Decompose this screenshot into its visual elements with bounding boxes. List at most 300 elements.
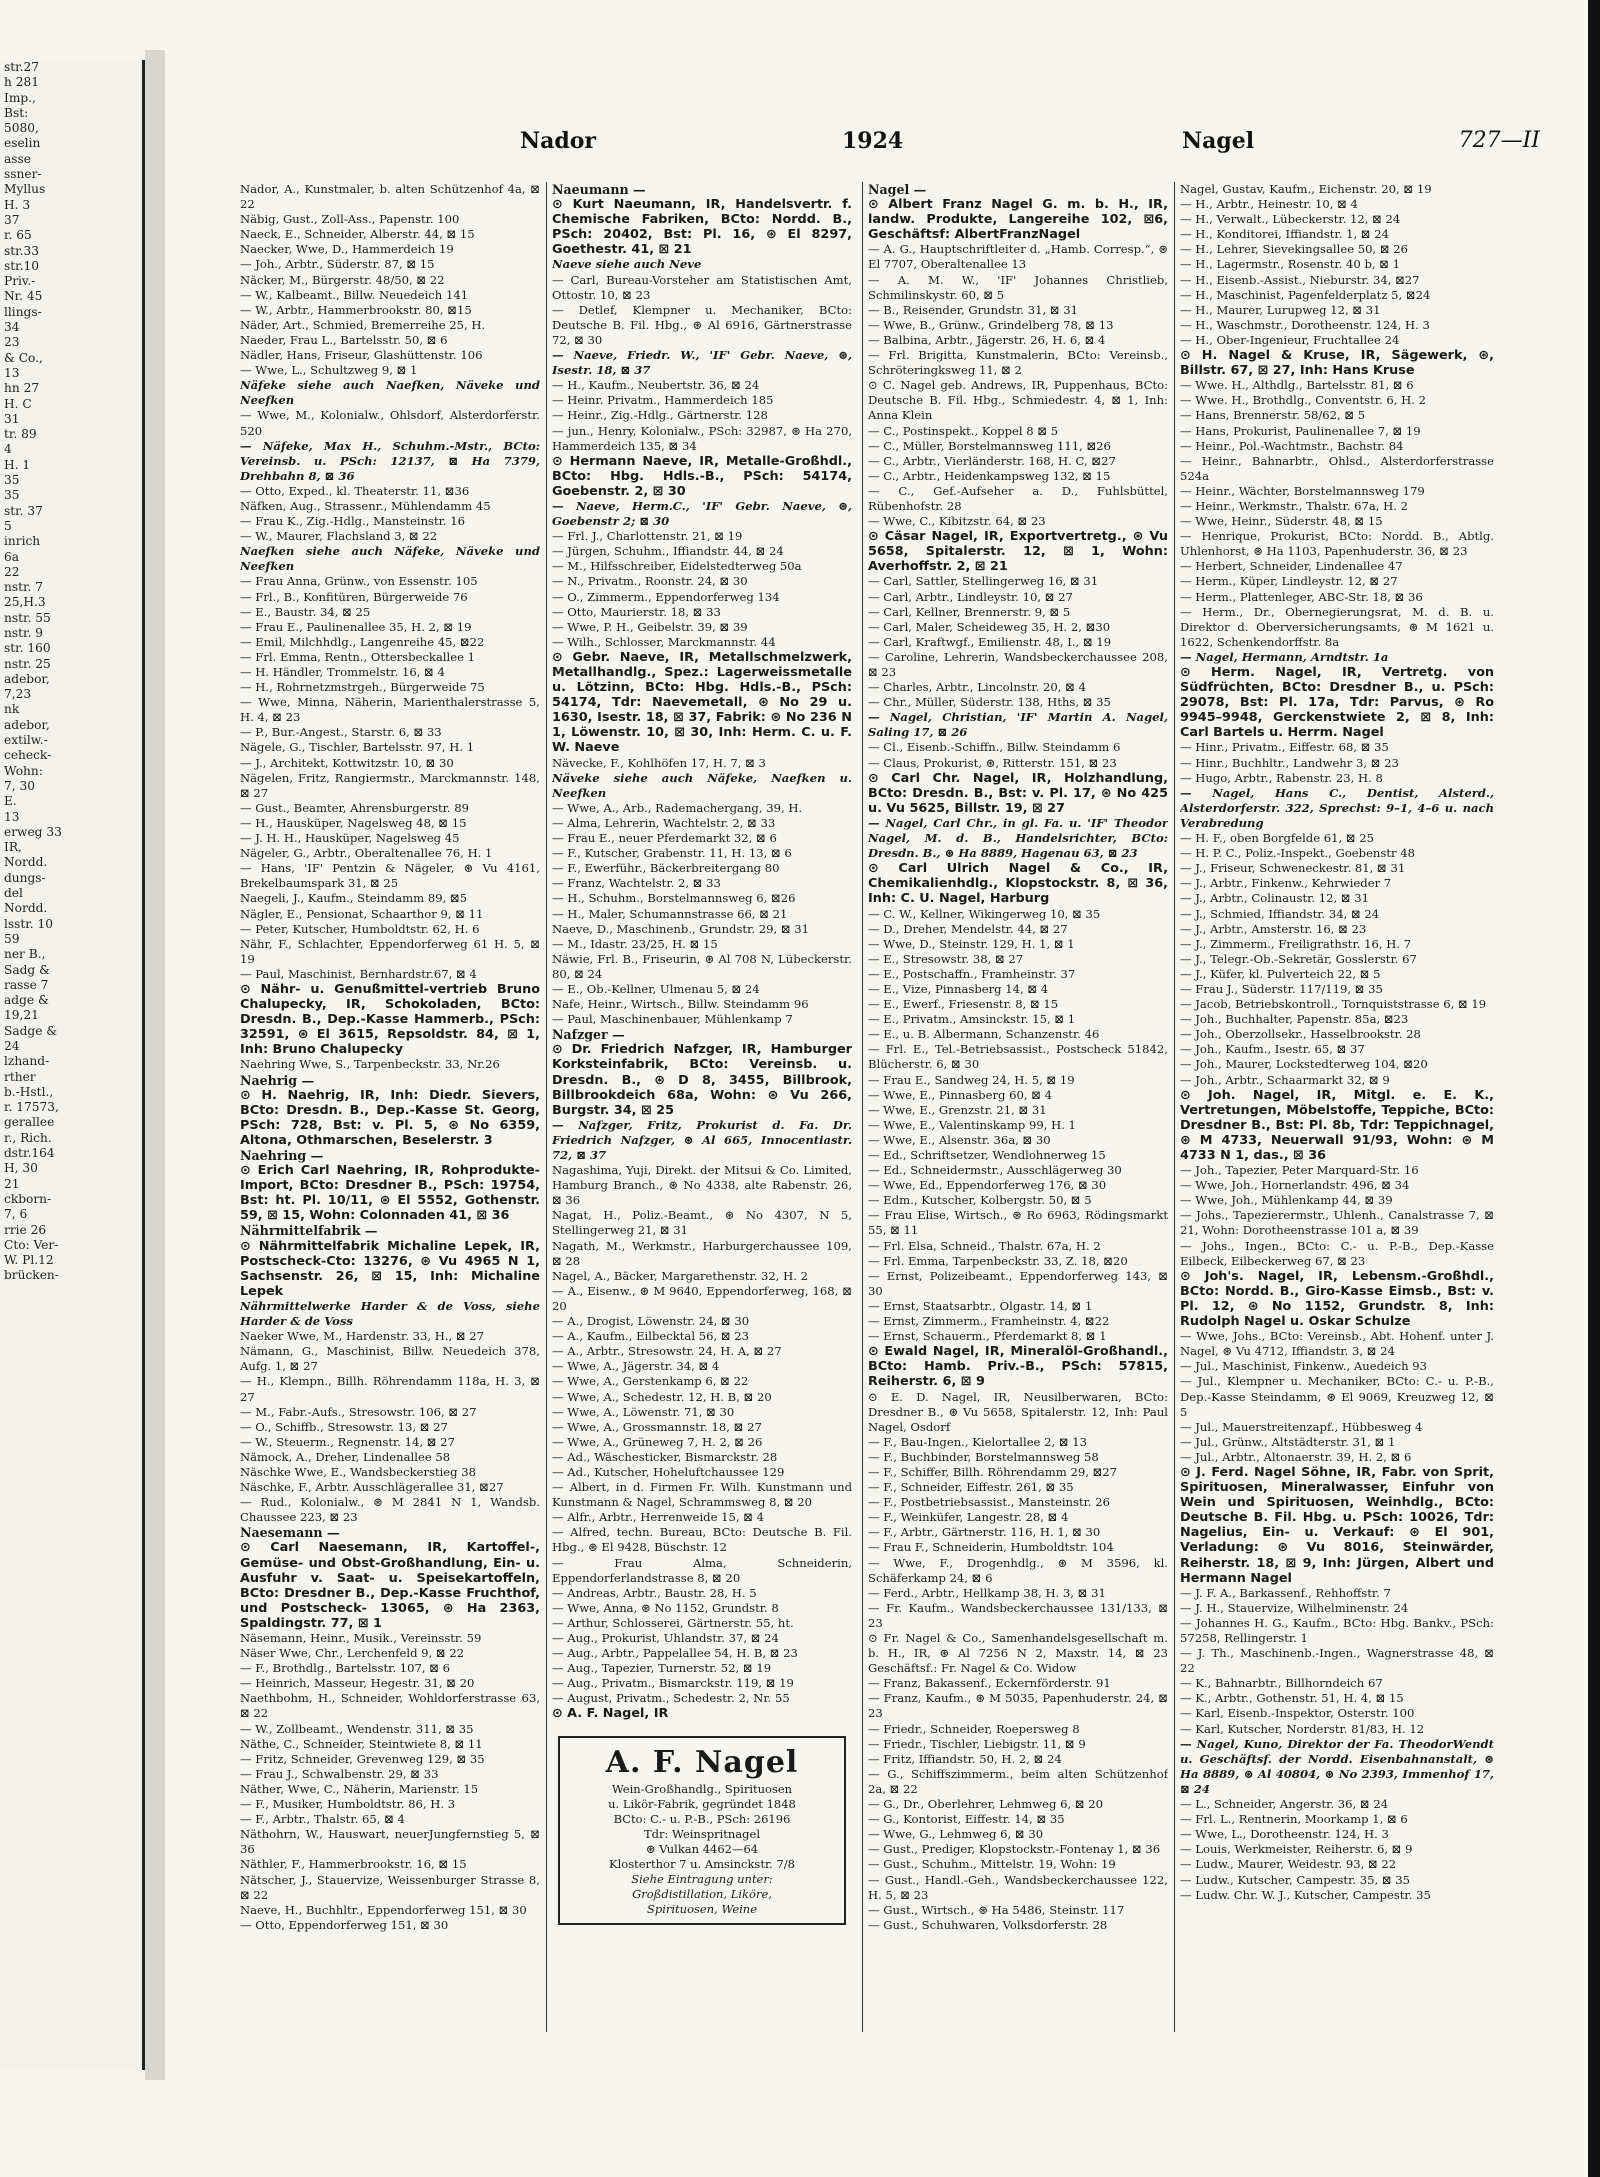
directory-entry: Nagel, Gustav, Kaufm., Eichenstr. 20, ⊠ 19	[1180, 182, 1432, 196]
directory-entry: Näschke Wwe, E., Wandsbeckerstieg 38	[240, 1464, 477, 1479]
directory-entry: Näthohrn, W., Hauswart, neuerJungfernstieg 5, ⊠ 36	[240, 1827, 540, 1857]
directory-entry: — W., Kalbeamt., Billw. Neuedeich 141	[240, 287, 469, 302]
strip-line: W. Pl.12	[4, 1253, 54, 1268]
directory-entry: — M., Hilfsschreiber, Eidelstedterweg 50a	[552, 559, 802, 574]
directory-entry: — Ed., Schriftsetzer, Wendlohnerweg 15	[868, 1148, 1106, 1162]
firm-entry: ⊙ Albert Franz Nagel G. m. b. H., IR, landw. Produkte, Langereihe 102, ⊠6, Geschäftsf: AlbertFranzNagel	[868, 197, 1168, 243]
directory-entry: Naeve, H., Buchhltr., Eppendorferweg 151, ⊠ 30	[240, 1902, 527, 1917]
page-header	[230, 128, 1540, 160]
directory-entry: Näthe, C., Schneider, Steintwiete 8, ⊠ 11	[240, 1736, 483, 1751]
directory-entry: Naegeli, J., Kaufm., Steindamm 89, ⊠5	[240, 891, 468, 906]
directory-entry: — J., Arbtr., Amsterstr. 16, ⊠ 23	[1180, 921, 1367, 936]
directory-entry: — J., Friseur, Schweneckestr. 81, ⊠ 31	[1180, 861, 1406, 876]
directory-entry: — J., Zimmerm., Freiligrathstr. 16, H. 7	[1180, 936, 1412, 951]
directory-entry: — F., Weinküfer, Langestr. 28, ⊠ 4	[868, 1510, 1069, 1525]
directory-entry: Nägelen, Fritz, Rangiermstr., Marckmannstr. 148, ⊠ 27	[240, 770, 540, 800]
strip-line: rther	[4, 1069, 36, 1084]
directory-entry: — Carl, Maler, Scheideweg 35, H. 2, ⊠30	[868, 619, 1111, 634]
directory-entry: — Wwe, A., Grüneweg 7, H. 2, ⊠ 26	[552, 1434, 763, 1449]
directory-entry: Nagat, H., Poliz.-Beamt., ⊛ No 4307, N 5, Stellingerweg 21, ⊠ 31	[552, 1208, 852, 1238]
directory-entry: — Karl, Eisenb.-Inspektor, Osterstr. 100	[1180, 1706, 1415, 1721]
directory-entry: — A., Eisenw., ⊛ M 9640, Eppendorferweg, 168, ⊠ 20	[552, 1283, 852, 1313]
directory-entry: — Nagel, Hans C., Dentist, Alsterd., Alsterdorferstr. 322, Sprechst: 9–1, 4–6 u. nach Verabredung	[1180, 785, 1494, 830]
directory-entry: — Hugo, Arbtr., Rabenstr. 23, H. 8	[1180, 770, 1383, 785]
directory-entry: — N., Privatm., Roonstr. 24, ⊠ 30	[552, 574, 748, 589]
ad-line: Spirituosen, Weine	[646, 1901, 758, 1916]
page-number: 727—II	[1458, 128, 1540, 153]
directory-entry: Naehring Wwe, S., Tarpenbeckstr. 33, Nr.26	[240, 1057, 500, 1072]
directory-entry: — K., Arbtr., Gothenstr. 51, H. 4, ⊠ 15	[1180, 1691, 1404, 1706]
strip-line: Bst:	[4, 105, 29, 120]
directory-entry: — F., Kutscher, Grabenstr. 11, H. 13, ⊠ 6	[552, 846, 792, 861]
directory-entry: — Carl, Sattler, Stellingerweg 16, ⊠ 31	[868, 574, 1099, 589]
directory-entry: — M., Fabr.-Aufs., Stresowstr. 106, ⊠ 27	[240, 1404, 477, 1419]
directory-entry: — H., Waschmstr., Dorotheenstr. 124, H. 3	[1180, 317, 1430, 332]
directory-entry: Naefken siehe auch Näfeke, Näveke und Neefken	[240, 544, 540, 574]
directory-entry: — E., Ewerf., Friesenstr. 8, ⊠ 15	[868, 997, 1059, 1012]
directory-entry: — J. F. A., Barkassenf., Rehhoffstr. 7	[1180, 1585, 1391, 1600]
firm-entry: ⊙ Joh's. Nagel, IR, Lebensm.-Großhdl., BCto: Nordd. B., Giro-Kasse Eimsb., Bst: v. Pl. 12, ⊛ No 1152, Grundstr. 8, Inh: Rudolph Nagel u. Oskar Schulze	[1180, 1268, 1494, 1330]
strip-line: 21	[4, 1176, 20, 1191]
strip-line: Sadg &	[4, 962, 50, 977]
directory-entry: — Henrique, Prokurist, BCto: Nordd. B., Abtlg. Uhlenhorst, ⊛ Ha 1103, Papenhuderstr. 36, ⊠ 23	[1180, 529, 1494, 559]
directory-entry: — Wwe, A., Gerstenkamp 6, ⊠ 22	[552, 1374, 749, 1389]
directory-entry: — Ludw. Chr. W. J., Kutscher, Campestr. 35	[1180, 1887, 1431, 1902]
directory-entry: — Frl. J., Charlottenstr. 21, ⊠ 19	[552, 529, 743, 544]
strip-line: Priv.-	[4, 274, 36, 289]
directory-entry: — Wwe, E., Grenzstr. 21, ⊠ 31	[868, 1102, 1047, 1117]
firm-entry: ⊙ H. Naehrig, IR, Inh: Diedr. Sievers, BCto: Dresdn. B., Dep.-Kasse St. Georg, PSch: 728, Bst: v. Pl. 5, ⊛ No 6359, Altona, Othmarschen, Beselerstr. 3	[240, 1087, 540, 1148]
directory-entry: Nährmittelwerke Harder & de Voss, siehe Harder & de Voss	[240, 1298, 540, 1329]
column-divider	[1174, 182, 1175, 2032]
strip-line: 37	[4, 212, 20, 227]
firm-entry: ⊙ Carl Naesemann, IR, Kartoffel-, Gemüse- und Obst-Großhandlung, Ein- u. Ausfuhr v. Saat- u. Speisekartoffeln, BCto: Dresdner B., Dep.-Kasse Fruchthof, und Postscheck- 13065, ⊛ Ha 2363, Spaldingstr. 77, ⊠ 1	[240, 1540, 540, 1631]
directory-entry: — Frau Anna, Grünw., von Essenstr. 105	[240, 574, 478, 589]
directory-entry: — Frau Alma, Schneiderin, Eppendorferlandstrasse 8, ⊠ 20	[552, 1555, 852, 1585]
strip-line: str. 37	[4, 503, 43, 518]
directory-entry: — J., Telegr.-Ob.-Sekretär, Gosslerstr. 67	[1180, 951, 1417, 966]
directory-entry: — E., Stresowstr. 38, ⊠ 27	[868, 951, 1024, 966]
directory-entry: — Fritz, Iffiandstr. 50, H. 2, ⊠ 24	[868, 1751, 1062, 1766]
directory-entry: — F., Schneider, Eiffestr. 261, ⊠ 35	[868, 1480, 1074, 1495]
directory-entry: — E., u. B. Albermann, Schanzenstr. 46	[868, 1027, 1100, 1042]
directory-entry: — Carl, Bureau-Vorsteher am Statistischen Amt, Ottostr. 10, ⊠ 23	[552, 272, 852, 302]
directory-entry: — jun., Henry, Kolonialw., PSch: 32987, ⊛ Ha 270, Hammerdeich 135, ⊠ 34	[552, 423, 852, 453]
directory-entry: — Ernst, Schauerm., Pferdemarkt 8, ⊠ 1	[868, 1329, 1107, 1344]
directory-entry: — Herbert, Schneider, Lindenallee 47	[1180, 559, 1403, 574]
strip-line: nstr. 55	[4, 610, 51, 625]
directory-entry: — Louis, Werkmeister, Reiherstr. 6, ⊠ 9	[1180, 1842, 1413, 1857]
directory-entry: — H., Verwalt., Lübeckerstr. 12, ⊠ 24	[1180, 212, 1401, 227]
directory-entry: — Jul., Klempner u. Mechaniker, BCto: C.- u. P.-B., Dep.-Kasse Steindamm, ⊛ El 9069, Kreuzweg 12, ⊠ 5	[1180, 1374, 1494, 1419]
strip-line: Myllus	[4, 182, 46, 197]
firm-entry: ⊙ Ewald Nagel, IR, Mineralöl-Großhandl., BCto: Hamb. Priv.-B., PSch: 57815, Reiherstr. 6, ⊠ 9	[868, 1344, 1168, 1390]
header-right-keyword: Nagel	[1182, 128, 1255, 154]
directory-entry: Näder, Art., Schmied, Bremerreihe 25, H.	[240, 317, 486, 332]
directory-entry: — J., Küfer, kl. Pulverteich 22, ⊠ 5	[1180, 966, 1381, 981]
directory-entry: — H. P. C., Poliz.-Inspekt., Goebenstr 48	[1180, 846, 1415, 861]
firm-entry: ⊙ J. Ferd. Nagel Söhne, IR, Fabr. von Sprit, Spirituosen, Mineralwasser, Einfuhr von Wein und Spirituosen, Weinhdlg., BCto: Deutsche B. Fil. Hbg. u. PSch: 10026, Tdr: Nagelius, Ein- u. Verkauf: ⊛ El 901, Verladung: ⊛ Vu 8016, Steinwärder, Reiherstr. 18, ⊠ 9, Inh: Jürgen, Albert und Hermann Nagel	[1180, 1464, 1494, 1586]
directory-entry: — E., Postschaffn., Framheinstr. 37	[868, 966, 1076, 981]
directory-entry: Naeck, E., Schneider, Alberstr. 44, ⊠ 15	[240, 227, 475, 242]
strip-line: adge &	[4, 993, 49, 1008]
ad-line: Tdr: Weinspritnagel	[644, 1826, 760, 1841]
directory-entry: Naeker Wwe, M., Hardenstr. 33, H., ⊠ 27	[240, 1329, 485, 1344]
strip-line: hn 27	[4, 381, 40, 396]
directory-entry: — Wwe, A., Jägerstr. 34, ⊠ 4	[552, 1359, 720, 1374]
ad-title: A. F. Nagel	[605, 1744, 799, 1780]
strip-line: 25,H.3	[4, 595, 46, 610]
directory-entry: — Cl., Eisenb.-Schiffn., Billw. Steindamm 6	[868, 740, 1121, 755]
directory-entry: — H. Händler, Trommelstr. 16, ⊠ 4	[240, 665, 445, 679]
directory-entry: — Albert, in d. Firmen Fr. Wilh. Kunstmann und Kunstmann & Nagel, Schrammsweg 8, ⊠ 20	[552, 1480, 852, 1510]
directory-entry: — E., Vize, Pinnasberg 14, ⊠ 4	[868, 981, 1049, 996]
book-gutter	[145, 50, 165, 2080]
firm-entry: ⊙ Herm. Nagel, IR, Vertretg. von Südfrüchten, BCto: Dresdner B., u. PSch: 29078, Bst: Pl. 17a, Tdr: Parvus, ⊛ Ro 9945–9948, Gerckenstwiete 2, ⊠ 8, Inh: Carl Bartels u. Herrm. Nagel	[1180, 665, 1494, 741]
directory-entry: — Hans, Prokurist, Paulinenallee 7, ⊠ 19	[1180, 423, 1421, 438]
directory-entry: — Fr. Kaufm., Wandsbeckerchaussee 131/133, ⊠ 23	[868, 1600, 1168, 1630]
directory-entry: — Gust., Schuhwaren, Volksdorferstr. 28	[868, 1917, 1108, 1932]
previous-page-strip	[0, 60, 145, 2070]
directory-entry: — D., Dreher, Mendelstr. 44, ⊠ 27	[868, 921, 1068, 936]
directory-entry: — Wwe, Johs., BCto: Vereinsb., Abt. Hohenf. unter J. Nagel, ⊛ Vu 4712, Iffiandstr. 3, ⊠ 24	[1180, 1329, 1494, 1359]
strip-line: brücken-	[4, 1268, 59, 1283]
directory-entry: — Joh., Maurer, Lockstedterweg 104, ⊠20	[1180, 1057, 1428, 1072]
section-heading: Nafzger —	[552, 1027, 625, 1043]
directory-entry: — Carl, Kellner, Brennerstr. 9, ⊠ 5	[868, 604, 1071, 619]
directory-entry: — Ernst, Polizeibeamt., Eppendorferweg 143, ⊠ 30	[868, 1268, 1168, 1298]
directory-entry: — H., Maschinist, Pagenfelderplatz 5, ⊠24	[1180, 287, 1431, 302]
strip-line: asse	[4, 151, 31, 166]
directory-entry: ⊙ Fr. Nagel & Co., Samenhandelsgesellschaft m. b. H., IR, ⊛ Al 7256 N 2, Maxstr. 14, ⊠ 23 Geschäftsf.: Fr. Nagel & Co. Widow	[868, 1631, 1168, 1676]
directory-entry: — Heinr., Wächter, Borstelmannsweg 179	[1180, 483, 1425, 498]
directory-entry: — F., Schiffer, Billh. Röhrendamm 29, ⊠27	[868, 1464, 1118, 1479]
directory-entry: — A. M. W., 'IF' Johannes Christlieb, Schmilinskystr. 60, ⊠ 5	[868, 272, 1168, 302]
directory-entry: — Peter, Kutscher, Humboldtstr. 62, H. 6	[240, 921, 480, 936]
strip-line: del	[4, 886, 23, 901]
strip-line: lzhand-	[4, 1054, 50, 1069]
strip-line: gerallee	[4, 1115, 55, 1130]
directory-entry: — Wwe, D., Steinstr. 129, H. 1, ⊠ 1	[868, 936, 1075, 951]
header-year: 1924	[842, 128, 904, 154]
directory-entry: — Jul., Grünw., Altstädterstr. 31, ⊠ 1	[1180, 1434, 1396, 1449]
directory-entry: — L., Schneider, Angerstr. 36, ⊠ 24	[1180, 1797, 1389, 1812]
directory-entry: — Gust., Prediger, Klopstockstr.-Fontenay 1, ⊠ 36	[868, 1842, 1161, 1857]
directory-entry: — Nafzger, Fritz, Prokurist d. Fa. Dr. Friedrich Nafzger, ⊛ Al 665, Innocentiastr. 72, ⊠ 37	[552, 1117, 852, 1162]
firm-entry: ⊙ Nähr- u. Genußmittel-vertrieb Bruno Chalupecky, IR, Schokoladen, BCto: Dresdn. B., Dep.-Kasse Hammerb., PSch: 32591, ⊛ El 3615, Repsoldstr. 84, ⊠ 1, Inh: Bruno Chalupecky	[240, 981, 540, 1058]
strip-line: Imp.,	[4, 90, 36, 105]
directory-entry: — Frau J., Süderstr. 117/119, ⊠ 35	[1180, 981, 1383, 996]
directory-entry: — W., Zollbeamt., Wendenstr. 311, ⊠ 35	[240, 1721, 474, 1736]
directory-entry: — Aug., Prokurist, Uhlandstr. 37, ⊠ 24	[552, 1631, 779, 1645]
section-heading: Naehring —	[240, 1148, 324, 1163]
directory-entry: — Frl. Brigitta, Kunstmalerin, BCto: Vereinsb., Schröteringksweg 11, ⊠ 2	[868, 348, 1168, 378]
directory-entry: — Frau E., neuer Pferdemarkt 32, ⊠ 6	[552, 831, 777, 846]
directory-entry: — H. F., oben Borgfelde 61, ⊠ 25	[1180, 831, 1375, 846]
directory-entry: — Wwe, M., Kolonialw., Ohlsdorf, Alsterdorferstr. 520	[240, 408, 540, 438]
ad-line: Großdistillation, Liköre,	[632, 1886, 772, 1901]
strip-line: rasse 7	[4, 977, 49, 992]
strip-line: str.10	[4, 258, 40, 273]
directory-entry: — Wwe, Heinr., Süderstr. 48, ⊠ 15	[1180, 514, 1383, 529]
firm-entry: ⊙ Erich Carl Naehring, IR, Rohprodukte-Import, BCto: Dresdner B., PSch: 19754, Bst: ht. Pl. 10/11, ⊛ El 5552, Gothenstr. 59, ⊠ 15, Wohn: Colonnaden 41, ⊠ 36	[240, 1163, 540, 1224]
directory-entry: — Nagel, Carl Chr., in gl. Fa. u. 'IF' Theodor Nagel, M. d. B., Handelsrichter, BCto: Dresdn. B., ⊛ Ha 8889, Hagenau 63, ⊠ 23	[868, 815, 1168, 861]
firm-entry: ⊙ Carl Ulrich Nagel & Co., IR, Chemikalienhdlg., Klopstockstr. 8, ⊠ 36, Inh: C. U. Nagel, Harburg	[868, 861, 1168, 907]
strip-line: 4	[4, 442, 12, 457]
directory-entry: — Johs., Ingen., BCto: C.- u. P.-B., Dep.-Kasse Eilbeck, Eilbeckerweg 67, ⊠ 23	[1180, 1238, 1494, 1268]
directory-entry: — F., Arbtr., Gärtnerstr. 116, H. 1, ⊠ 30	[868, 1525, 1101, 1540]
directory-entry: — C., Gef.-Aufseher a. D., Fuhlsbüttel, Rübenhofstr. 28	[868, 483, 1168, 513]
directory-column-1	[240, 182, 540, 2032]
directory-entry: — H., Eisenb.-Assist., Nieburstr. 34, ⊠27	[1180, 272, 1420, 287]
directory-entry: — Chr., Müller, Süderstr. 138, Hths, ⊠ 35	[868, 695, 1111, 710]
directory-entry: — Paul, Maschinist, Bernhardstr.67, ⊠ 4	[240, 966, 477, 981]
directory-entry: — Joh., Arbtr., Süderstr. 87, ⊠ 15	[240, 257, 435, 272]
ad-line: ⊛ Vulkan 4462—64	[645, 1841, 759, 1856]
strip-line: tr. 89	[4, 427, 37, 442]
directory-entry: Näveke siehe auch Näfeke, Naefken u. Neefken	[552, 770, 852, 800]
directory-entry: — Wwe, L., Schultzweg 9, ⊠ 1	[240, 363, 418, 378]
strip-line: & Co.,	[4, 350, 43, 365]
section-heading: Naeumann —	[552, 182, 646, 197]
directory-entry: — Rud., Kolonialw., ⊛ M 2841 N 1, Wandsb. Chaussee 223, ⊠ 23	[240, 1495, 540, 1525]
strip-line: 23	[4, 335, 20, 350]
firm-entry: ⊙ Gebr. Naeve, IR, Metallschmelzwerk, Metallhandlg., Spez.: Lagerweissmetalle u. Lötzinn, BCto: Hbg. Hdls.-B., PSch: 54174, Tdr: Naevemetall, ⊛ No 29 u. 1630, Isestr. 18, ⊠ 37, Fabrik: ⊛ No 236 N 1, Löwenstr. 10, ⊠ 30, Inh: Herm. C. u. F. W. Naeve	[552, 649, 852, 756]
directory-entry: — Ludw., Kutscher, Campestr. 35, ⊠ 35	[1180, 1872, 1410, 1887]
directory-entry: — Frau K., Zig.-Hdlg., Mansteinstr. 16	[240, 514, 466, 529]
strip-line: H. C	[4, 396, 32, 411]
directory-entry: — Heinr. Privatm., Hammerdeich 185	[552, 393, 774, 408]
directory-entry: — G., Dr., Oberlehrer, Lehmweg 6, ⊠ 20	[868, 1797, 1104, 1812]
directory-entry: — G., Kontorist, Eiffestr. 14, ⊠ 35	[868, 1812, 1065, 1827]
directory-entry: — H., Ober-Ingenieur, Fruchtallee 24	[1180, 332, 1400, 347]
ad-line: Klosterthor 7 u. Amsinckstr. 7/8	[609, 1856, 795, 1871]
section-heading: Naesemann —	[240, 1525, 340, 1541]
directory-entry: — B., Reisender, Grundstr. 31, ⊠ 31	[868, 302, 1079, 317]
directory-entry: Nafe, Heinr., Wirtsch., Billw. Steindamm 96	[552, 997, 809, 1012]
strip-line: 34	[4, 320, 20, 335]
directory-entry: — Heinr., Zig.-Hdlg., Gärtnerstr. 128	[552, 408, 768, 423]
strip-line: 7, 30	[4, 778, 36, 793]
directory-entry: — H., Maler, Schumannstrasse 66, ⊠ 21	[552, 906, 788, 921]
directory-entry: — Frau E., Sandweg 24, H. 5, ⊠ 19	[868, 1072, 1075, 1087]
directory-entry: — Aug., Tapezier, Turnerstr. 52, ⊠ 19	[552, 1661, 772, 1676]
directory-entry: — J. H., Stauervize, Wilhelminenstr. 24	[1180, 1600, 1409, 1615]
directory-entry: — Hans, 'IF' Pentzin & Nägeler, ⊛ Vu 4161, Brekelbaumspark 31, ⊠ 25	[240, 861, 540, 891]
directory-entry: Näsemann, Heinr., Musik., Vereinsstr. 59	[240, 1631, 482, 1645]
directory-entry: — Frau F., Schneiderin, Humboldtstr. 104	[868, 1540, 1114, 1555]
directory-entry: — Joh., Oberzollsekr., Hasselbrookstr. 28	[1180, 1027, 1421, 1042]
directory-entry: — August, Privatm., Schedestr. 2, Nr. 55	[552, 1691, 790, 1706]
directory-entry: — Jacob, Betriebskontroll., Tornquiststrasse 6, ⊠ 19	[1180, 997, 1487, 1012]
strip-line: 24	[4, 1039, 20, 1053]
directory-entry: — Alfred, techn. Bureau, BCto: Deutsche B. Fil. Hbg., ⊛ El 9428, Büschstr. 12	[552, 1525, 852, 1555]
column-entries	[552, 182, 852, 1722]
strip-line: str.33	[4, 243, 40, 258]
directory-entry: Nägeler, G., Arbtr., Oberaltenallee 76, H. 1	[240, 846, 493, 861]
directory-entry: — C., Arbtr., Heidenkampsweg 132, ⊠ 15	[868, 468, 1111, 483]
firm-entry: ⊙ A. F. Nagel, IR	[552, 1706, 669, 1722]
directory-entry: — Wwe, A., Arb., Rademachergang, 39, H.	[552, 800, 803, 815]
directory-entry: — Joh., Kaufm., Isestr. 65, ⊠ 37	[1180, 1042, 1365, 1057]
directory-entry: — E., Baustr. 34, ⊠ 25	[240, 604, 371, 619]
directory-entry: — Ferd., Arbtr., Hellkamp 38, H. 3, ⊠ 31	[868, 1585, 1106, 1600]
directory-entry: — F., Postbetriebsassist., Mansteinstr. 26	[868, 1495, 1110, 1510]
directory-entry: — F., Buchbinder, Borstelmannsweg 58	[868, 1449, 1099, 1464]
strip-line: r., Rich.	[4, 1130, 52, 1145]
directory-entry: — M., Idastr. 23/25, H. ⊠ 15	[552, 936, 718, 951]
directory-entry: — E., Ob.-Kellner, Ulmenau 5, ⊠ 24	[552, 981, 760, 996]
directory-entry: — Wwe, Anna, ⊛ No 1152, Grundstr. 8	[552, 1600, 779, 1615]
directory-entry: — E., Privatm., Amsinckstr. 15, ⊠ 1	[868, 1012, 1076, 1027]
directory-entry: — H., Kaufm., Neubertstr. 36, ⊠ 24	[552, 378, 760, 393]
directory-entry: — Balbina, Arbtr., Jägerstr. 26, H. 6, ⊠ 4	[868, 332, 1106, 347]
firm-entry: ⊙ Hermann Naeve, IR, Metalle-Großhdl., BCto: Hbg. Hdls.-B., PSch: 54174, Goebenstr. 2, ⊠ 30	[552, 453, 852, 499]
directory-entry: — Edm., Kutscher, Kolbergstr. 50, ⊠ 5	[868, 1193, 1092, 1208]
strip-line: dungs-	[4, 870, 46, 885]
directory-entry: — H., Rohrnetzmstrgeh., Bürgerweide 75	[240, 680, 485, 695]
directory-entry: — Wwe, Joh., Hornerlandstr. 496, ⊠ 34	[1180, 1178, 1410, 1193]
directory-entry: — Wwe. H., Althdlg., Bartelsstr. 81, ⊠ 6	[1180, 378, 1414, 393]
directory-entry: — Herm., Plattenleger, ABC-Str. 18, ⊠ 36	[1180, 589, 1423, 604]
directory-entry: Naeder, Frau L., Bartelsstr. 50, ⊠ 6	[240, 332, 448, 347]
directory-entry: — H., Lehrer, Sievekingsallee 50, ⊠ 26	[1180, 242, 1409, 257]
directory-entry: — Nagel, Kuno, Direktor der Fa. TheodorWendt u. Geschäftsf. der Nordd. Eisenbahnanstalt, ⊛ Ha 8889, ⊛ Al 40804, ⊛ No 2393, Immenhof 17, ⊠ 24	[1180, 1736, 1494, 1796]
directory-entry: — F., Brothdlg., Bartelsstr. 107, ⊠ 6	[240, 1661, 451, 1676]
directory-entry: — Otto, Eppendorferweg 151, ⊠ 30	[240, 1917, 449, 1932]
directory-entry: — Otto, Maurierstr. 18, ⊠ 33	[552, 604, 721, 619]
directory-entry: — Hinr., Buchhltr., Landwehr 3, ⊠ 23	[1180, 755, 1399, 770]
directory-entry: — Ludw., Maurer, Weidestr. 93, ⊠ 22	[1180, 1857, 1397, 1872]
directory-entry: Näbig, Gust., Zoll-Ass., Papenstr. 100	[240, 212, 460, 227]
directory-entry: — Jul., Maschinist, Finkenw., Auedeich 93	[1180, 1359, 1427, 1374]
directory-entry: — Wilh., Schlosser, Marckmannstr. 44	[552, 634, 776, 649]
directory-entry: — Frl. Emma, Tarpenbeckstr. 33, Z. 18, ⊠20	[868, 1253, 1128, 1268]
directory-entry: — J. H. H., Hausküper, Nagelsweg 45	[240, 831, 460, 846]
directory-entry: — Joh., Buchhalter, Papenstr. 85a, ⊠23	[1180, 1012, 1409, 1027]
directory-entry: — Gust., Handl.-Geh., Wandsbeckerchaussee 122, H. 5, ⊠ 23	[868, 1872, 1168, 1902]
directory-entry: — A., Kaufm., Eilbecktal 56, ⊠ 23	[552, 1329, 750, 1344]
directory-entry: — C., Postinspekt., Koppel 8 ⊠ 5	[868, 423, 1059, 438]
directory-entry: — Nagel, Christian, 'IF' Martin A. Nagel, Saling 17, ⊠ 26	[868, 710, 1168, 740]
directory-entry: — Johs., Tapezierermstr., Uhlenh., Canalstrasse 7, ⊠ 21, Wohn: Dorotheenstrasse 101 a, ⊠ 39	[1180, 1208, 1494, 1238]
directory-entry: — Ad., Kutscher, Hoheluftchaussee 129	[552, 1464, 785, 1479]
directory-entry: — Carl, Arbtr., Lindleystr. 10, ⊠ 27	[868, 589, 1073, 604]
directory-entry: Nämann, G., Maschinist, Billw. Neuedeich 378, Aufg. 1, ⊠ 27	[240, 1344, 540, 1374]
directory-entry: — H., Hausküper, Nagelsweg 48, ⊠ 15	[240, 815, 467, 830]
directory-entry: — Aug., Arbtr., Pappelallee 54, H. B, ⊠ 23	[552, 1646, 798, 1661]
strip-line: Cto: Ver-	[4, 1237, 59, 1252]
strip-line: 6a	[4, 549, 20, 564]
directory-entry: — Frl., B., Konfitüren, Bürgerweide 76	[240, 589, 468, 604]
strip-line: str. 160	[4, 641, 51, 656]
directory-entry: — Gust., Beamter, Ahrensburgerstr. 89	[240, 800, 470, 815]
directory-entry: — W., Arbtr., Hammerbrookstr. 80, ⊠15	[240, 302, 472, 317]
directory-column-4	[1180, 182, 1494, 2032]
directory-entry: — Herm., Küper, Lindleystr. 12, ⊠ 27	[1180, 574, 1398, 589]
strip-line: extilw.-	[4, 733, 48, 748]
section-heading: Nährmittelfabrik —	[240, 1223, 378, 1239]
directory-entry: Nador, A., Kunstmaler, b. alten Schützenhof 4a, ⊠ 22	[240, 182, 540, 212]
directory-entry: ⊙ E. D. Nagel, IR, Neusilberwaren, BCto: Dresdner B., ⊛ Vu 5658, Spitalerstr. 12, Inh: Paul Nagel, Osdorf	[868, 1389, 1168, 1434]
directory-entry: Nagel, A., Bäcker, Margarethenstr. 32, H. 2	[552, 1268, 809, 1283]
directory-entry: Naethbohm, H., Schneider, Wohldorferstrasse 63, ⊠ 22	[240, 1691, 540, 1721]
strip-line: eselin	[4, 136, 41, 151]
directory-entry: — Frl. E., Tel.-Betriebsassist., Postscheck 51842, Blücherstr. 6, ⊠ 30	[868, 1042, 1168, 1072]
directory-entry: — Hans, Brennerstr. 58/62, ⊠ 5	[1180, 408, 1366, 423]
directory-entry: Nähr, F., Schlachter, Eppendorferweg 61 H. 5, ⊠ 19	[240, 936, 540, 966]
ad-line: Siehe Eintragung unter:	[631, 1871, 773, 1886]
directory-entry: Naeve, D., Maschinenb., Grundstr. 29, ⊠ 31	[552, 921, 809, 936]
strip-line: nstr. 9	[4, 625, 43, 640]
directory-entry: — Wwe, Ed., Eppendorferweg 176, ⊠ 30	[868, 1178, 1107, 1193]
directory-entry: — Arthur, Schlosserei, Gärtnerstr. 55, ht.	[552, 1615, 794, 1630]
directory-entry: — Friedr., Tischler, Liebigstr. 11, ⊠ 9	[868, 1736, 1086, 1751]
directory-entry: — Andreas, Arbtr., Baustr. 28, H. 5	[552, 1585, 757, 1600]
strip-line: erweg 33	[4, 824, 62, 839]
strip-line: 7,23	[4, 687, 32, 702]
directory-entry: — Otto, Exped., kl. Theaterstr. 11, ⊠36	[240, 483, 470, 498]
directory-entry: — Naeve, Herm.C., 'IF' Gebr. Naeve, ⊛, Goebenstr 2; ⊠ 30	[552, 498, 852, 529]
strip-line: 59	[4, 931, 20, 946]
strip-line: inrich	[4, 534, 41, 549]
strip-line: 31	[4, 411, 20, 426]
directory-entry: — Gust., Wirtsch., ⊛ Ha 5486, Steinstr. 117	[868, 1902, 1125, 1917]
directory-entry: — A., Drogist, Löwenstr. 24, ⊠ 30	[552, 1314, 750, 1329]
directory-entry: — Paul, Maschinenbauer, Mühlenkamp 7	[552, 1012, 793, 1027]
directory-entry: — Aug., Privatm., Bismarckstr. 119, ⊠ 19	[552, 1676, 794, 1691]
directory-entry: — A. G., Hauptschriftleiter d. „Hamb. Corresp.“, ⊛ El 7707, Oberaltenallee 13	[868, 242, 1168, 272]
strip-line: Sadge &	[4, 1023, 58, 1038]
strip-line: nstr. 25	[4, 656, 51, 671]
directory-entry: Näwie, Frl. B., Friseurin, ⊛ Al 708 N, Lübeckerstr. 80, ⊠ 24	[552, 951, 852, 981]
directory-entry: Näthler, F., Hammerbrookstr. 16, ⊠ 15	[240, 1857, 467, 1872]
strip-line: lsstr. 10	[4, 916, 54, 931]
directory-entry: Näschke, F., Arbtr. Ausschlägerallee 31, ⊠27	[240, 1480, 504, 1495]
strip-line: Nordd.	[4, 901, 48, 916]
strip-line: H, 30	[4, 1161, 38, 1176]
directory-entry: — Wwe, E., Alsenstr. 36a, ⊠ 30	[868, 1132, 1051, 1147]
advertisement-box	[558, 1736, 846, 1925]
directory-entry: — C., Müller, Borstelmannsweg 111, ⊠26	[868, 438, 1111, 453]
strip-line: nstr. 7	[4, 580, 43, 595]
directory-entry: — Ernst, Zimmerm., Framheinstr. 4, ⊠22	[868, 1314, 1110, 1329]
directory-entry: — F., Ewerführ., Bäckerbreitergang 80	[552, 861, 780, 876]
strip-line: h 281	[4, 75, 39, 90]
directory-entry: — Frau E., Paulinenallee 35, H. 2, ⊠ 19	[240, 619, 472, 634]
directory-entry: — Wwe, C., Kibitzstr. 64, ⊠ 23	[868, 514, 1046, 529]
directory-entry: — H., Maurer, Lurupweg 12, ⊠ 31	[1180, 302, 1381, 317]
ad-line: BCto: C.- u. P.-B., PSch: 26196	[613, 1811, 791, 1826]
directory-entry: — J., Architekt, Kottwitzstr. 10, ⊠ 30	[240, 755, 454, 770]
firm-entry: ⊙ H. Nagel & Kruse, IR, Sägewerk, ⊛, Billstr. 67, ⊠ 27, Inh: Hans Kruse	[1180, 348, 1494, 379]
strip-line: Wohn:	[4, 763, 43, 778]
ad-line: Wein-Großhandlg., Spirituosen	[611, 1781, 793, 1796]
directory-entry: — Alfr., Arbtr., Herrenweide 15, ⊠ 4	[552, 1510, 765, 1525]
column-divider	[862, 182, 863, 2032]
directory-entry: — Wwe, P. H., Geibelstr. 39, ⊠ 39	[552, 619, 748, 634]
directory-entry: — Heinr., Bahnarbtr., Ohlsd., Alsterdorferstrasse 524a	[1180, 453, 1494, 483]
directory-entry: — Wwe, A., Löwenstr. 71, ⊠ 30	[552, 1404, 735, 1419]
directory-entry: — Nagel, Hermann, Arndtstr. 1a	[1180, 649, 1389, 664]
firm-entry: ⊙ Kurt Naeumann, IR, Handelsvertr. f. Chemische Fabriken, BCto: Nordd. B., PSch: 20402, Bst: Pl. 16, ⊛ El 8297, Goethestr. 41, ⊠ 21	[552, 197, 852, 258]
strip-line: 5	[4, 518, 12, 533]
strip-line: r. 65	[4, 228, 32, 243]
directory-entry: — Frl. L., Rentnerin, Moorkamp 1, ⊠ 6	[1180, 1812, 1408, 1827]
strip-line: 13	[4, 365, 20, 380]
strip-line: ner B.,	[4, 947, 46, 962]
directory-entry: — Charles, Arbtr., Lincolnstr. 20, ⊠ 4	[868, 680, 1086, 695]
